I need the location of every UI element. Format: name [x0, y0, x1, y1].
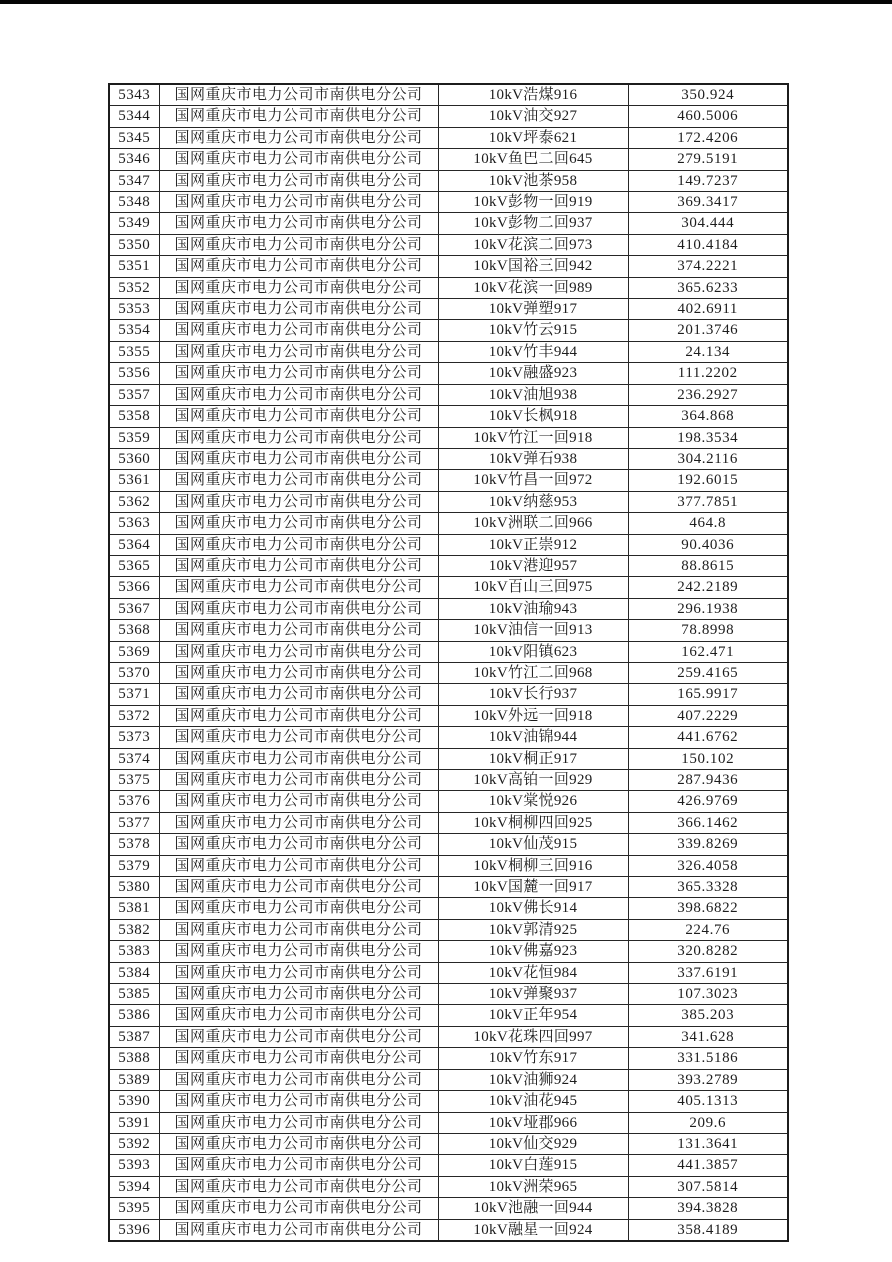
company-cell: 国网重庆市电力公司市南供电分公司 [159, 1026, 438, 1047]
row-id-cell: 5352 [109, 277, 159, 298]
company-cell: 国网重庆市电力公司市南供电分公司 [159, 1155, 438, 1176]
feeder-cell: 10kV融盛923 [438, 363, 628, 384]
feeder-cell: 10kV弹塑917 [438, 299, 628, 320]
row-id-cell: 5353 [109, 299, 159, 320]
row-id-cell: 5392 [109, 1133, 159, 1154]
company-cell: 国网重庆市电力公司市南供电分公司 [159, 1048, 438, 1069]
value-cell: 377.7851 [628, 491, 788, 512]
table-row [109, 834, 788, 855]
value-cell: 337.6191 [628, 962, 788, 983]
value-cell: 326.4058 [628, 855, 788, 876]
feeder-cell: 10kV港迎957 [438, 555, 628, 576]
feeder-cell: 10kV竹昌一回972 [438, 470, 628, 491]
row-id-cell: 5351 [109, 256, 159, 277]
row-id-cell: 5390 [109, 1091, 159, 1112]
row-id-cell: 5358 [109, 406, 159, 427]
row-id-cell: 5363 [109, 513, 159, 534]
table-row [109, 555, 788, 576]
company-cell: 国网重庆市电力公司市南供电分公司 [159, 877, 438, 898]
value-cell: 150.102 [628, 748, 788, 769]
value-cell: 296.1938 [628, 598, 788, 619]
value-cell: 279.5191 [628, 149, 788, 170]
value-cell: 236.2927 [628, 384, 788, 405]
company-cell: 国网重庆市电力公司市南供电分公司 [159, 363, 438, 384]
row-id-cell: 5373 [109, 727, 159, 748]
feeder-cell: 10kV洲联二回966 [438, 513, 628, 534]
company-cell: 国网重庆市电力公司市南供电分公司 [159, 1176, 438, 1197]
table-row [109, 470, 788, 491]
value-cell: 350.924 [628, 84, 788, 106]
row-id-cell: 5349 [109, 213, 159, 234]
value-cell: 192.6015 [628, 470, 788, 491]
value-cell: 464.8 [628, 513, 788, 534]
value-cell: 341.628 [628, 1026, 788, 1047]
company-cell: 国网重庆市电力公司市南供电分公司 [159, 299, 438, 320]
value-cell: 242.2189 [628, 577, 788, 598]
feeder-cell: 10kV竹云915 [438, 320, 628, 341]
row-id-cell: 5348 [109, 192, 159, 213]
value-cell: 320.8282 [628, 941, 788, 962]
company-cell: 国网重庆市电力公司市南供电分公司 [159, 598, 438, 619]
table-row [109, 1155, 788, 1176]
table-body [109, 84, 788, 1241]
row-id-cell: 5355 [109, 341, 159, 362]
table-row [109, 341, 788, 362]
page-top-edge-bar [0, 0, 892, 4]
company-cell: 国网重庆市电力公司市南供电分公司 [159, 577, 438, 598]
value-cell: 90.4036 [628, 534, 788, 555]
company-cell: 国网重庆市电力公司市南供电分公司 [159, 234, 438, 255]
feeder-table-container [108, 83, 787, 1242]
row-id-cell: 5370 [109, 662, 159, 683]
company-cell: 国网重庆市电力公司市南供电分公司 [159, 834, 438, 855]
company-cell: 国网重庆市电力公司市南供电分公司 [159, 170, 438, 191]
row-id-cell: 5387 [109, 1026, 159, 1047]
company-cell: 国网重庆市电力公司市南供电分公司 [159, 513, 438, 534]
feeder-cell: 10kV鱼巴二回645 [438, 149, 628, 170]
feeder-cell: 10kV棠悦926 [438, 791, 628, 812]
power-feeder-table [108, 83, 789, 1242]
row-id-cell: 5346 [109, 149, 159, 170]
company-cell: 国网重庆市电力公司市南供电分公司 [159, 684, 438, 705]
value-cell: 365.3328 [628, 877, 788, 898]
value-cell: 369.3417 [628, 192, 788, 213]
feeder-cell: 10kV纳慈953 [438, 491, 628, 512]
company-cell: 国网重庆市电力公司市南供电分公司 [159, 491, 438, 512]
table-row [109, 1219, 788, 1241]
row-id-cell: 5356 [109, 363, 159, 384]
value-cell: 364.868 [628, 406, 788, 427]
table-row [109, 320, 788, 341]
row-id-cell: 5381 [109, 898, 159, 919]
company-cell: 国网重庆市电力公司市南供电分公司 [159, 84, 438, 106]
value-cell: 149.7237 [628, 170, 788, 191]
value-cell: 209.6 [628, 1112, 788, 1133]
value-cell: 307.5814 [628, 1176, 788, 1197]
company-cell: 国网重庆市电力公司市南供电分公司 [159, 127, 438, 148]
feeder-cell: 10kV花滨二回973 [438, 234, 628, 255]
feeder-cell: 10kV花滨一回989 [438, 277, 628, 298]
table-row [109, 491, 788, 512]
table-row [109, 534, 788, 555]
row-id-cell: 5389 [109, 1069, 159, 1090]
feeder-cell: 10kV油花945 [438, 1091, 628, 1112]
table-row [109, 855, 788, 876]
company-cell: 国网重庆市电力公司市南供电分公司 [159, 1069, 438, 1090]
feeder-cell: 10kV竹丰944 [438, 341, 628, 362]
row-id-cell: 5386 [109, 1005, 159, 1026]
value-cell: 331.5186 [628, 1048, 788, 1069]
table-row [109, 406, 788, 427]
row-id-cell: 5371 [109, 684, 159, 705]
table-row [109, 748, 788, 769]
table-row [109, 513, 788, 534]
row-id-cell: 5396 [109, 1219, 159, 1241]
table-row [109, 1005, 788, 1026]
value-cell: 165.9917 [628, 684, 788, 705]
company-cell: 国网重庆市电力公司市南供电分公司 [159, 534, 438, 555]
row-id-cell: 5379 [109, 855, 159, 876]
value-cell: 107.3023 [628, 984, 788, 1005]
value-cell: 358.4189 [628, 1219, 788, 1241]
row-id-cell: 5394 [109, 1176, 159, 1197]
row-id-cell: 5345 [109, 127, 159, 148]
feeder-cell: 10kV竹东917 [438, 1048, 628, 1069]
company-cell: 国网重庆市电力公司市南供电分公司 [159, 106, 438, 127]
row-id-cell: 5361 [109, 470, 159, 491]
table-row [109, 984, 788, 1005]
row-id-cell: 5380 [109, 877, 159, 898]
value-cell: 304.444 [628, 213, 788, 234]
company-cell: 国网重庆市电力公司市南供电分公司 [159, 705, 438, 726]
row-id-cell: 5374 [109, 748, 159, 769]
row-id-cell: 5369 [109, 641, 159, 662]
row-id-cell: 5347 [109, 170, 159, 191]
table-row [109, 106, 788, 127]
feeder-cell: 10kV桐柳四回925 [438, 812, 628, 833]
feeder-cell: 10kV弹聚937 [438, 984, 628, 1005]
feeder-cell: 10kV油信一回913 [438, 620, 628, 641]
table-row [109, 727, 788, 748]
value-cell: 111.2202 [628, 363, 788, 384]
feeder-cell: 10kV佛长914 [438, 898, 628, 919]
company-cell: 国网重庆市电力公司市南供电分公司 [159, 962, 438, 983]
row-id-cell: 5354 [109, 320, 159, 341]
table-row [109, 812, 788, 833]
value-cell: 405.1313 [628, 1091, 788, 1112]
table-row [109, 898, 788, 919]
row-id-cell: 5385 [109, 984, 159, 1005]
company-cell: 国网重庆市电力公司市南供电分公司 [159, 341, 438, 362]
value-cell: 398.6822 [628, 898, 788, 919]
feeder-cell: 10kV外远一回918 [438, 705, 628, 726]
feeder-cell: 10kV桐柳三回916 [438, 855, 628, 876]
feeder-cell: 10kV郭清925 [438, 919, 628, 940]
value-cell: 259.4165 [628, 662, 788, 683]
company-cell: 国网重庆市电力公司市南供电分公司 [159, 748, 438, 769]
company-cell: 国网重庆市电力公司市南供电分公司 [159, 984, 438, 1005]
table-row [109, 1133, 788, 1154]
feeder-cell: 10kV浩煤916 [438, 84, 628, 106]
value-cell: 393.2789 [628, 1069, 788, 1090]
row-id-cell: 5382 [109, 919, 159, 940]
table-row [109, 962, 788, 983]
table-row [109, 791, 788, 812]
feeder-cell: 10kV油锦944 [438, 727, 628, 748]
row-id-cell: 5372 [109, 705, 159, 726]
table-row [109, 192, 788, 213]
company-cell: 国网重庆市电力公司市南供电分公司 [159, 192, 438, 213]
row-id-cell: 5343 [109, 84, 159, 106]
feeder-cell: 10kV长枫918 [438, 406, 628, 427]
row-id-cell: 5364 [109, 534, 159, 555]
table-row [109, 427, 788, 448]
row-id-cell: 5395 [109, 1198, 159, 1219]
table-row [109, 127, 788, 148]
table-row [109, 1112, 788, 1133]
table-row [109, 620, 788, 641]
table-row [109, 256, 788, 277]
row-id-cell: 5388 [109, 1048, 159, 1069]
company-cell: 国网重庆市电力公司市南供电分公司 [159, 898, 438, 919]
row-id-cell: 5359 [109, 427, 159, 448]
table-row [109, 384, 788, 405]
company-cell: 国网重庆市电力公司市南供电分公司 [159, 320, 438, 341]
row-id-cell: 5367 [109, 598, 159, 619]
value-cell: 172.4206 [628, 127, 788, 148]
table-row [109, 1026, 788, 1047]
value-cell: 374.2221 [628, 256, 788, 277]
feeder-cell: 10kV坪泰621 [438, 127, 628, 148]
company-cell: 国网重庆市电力公司市南供电分公司 [159, 149, 438, 170]
row-id-cell: 5383 [109, 941, 159, 962]
company-cell: 国网重庆市电力公司市南供电分公司 [159, 448, 438, 469]
value-cell: 131.3641 [628, 1133, 788, 1154]
table-row [109, 277, 788, 298]
table-row [109, 234, 788, 255]
table-row [109, 1069, 788, 1090]
row-id-cell: 5360 [109, 448, 159, 469]
feeder-cell: 10kV仙茂915 [438, 834, 628, 855]
company-cell: 国网重庆市电力公司市南供电分公司 [159, 770, 438, 791]
feeder-cell: 10kV彭物一回919 [438, 192, 628, 213]
company-cell: 国网重庆市电力公司市南供电分公司 [159, 1112, 438, 1133]
row-id-cell: 5376 [109, 791, 159, 812]
row-id-cell: 5357 [109, 384, 159, 405]
company-cell: 国网重庆市电力公司市南供电分公司 [159, 919, 438, 940]
company-cell: 国网重庆市电力公司市南供电分公司 [159, 1091, 438, 1112]
feeder-cell: 10kV油瑜943 [438, 598, 628, 619]
table-row [109, 877, 788, 898]
feeder-cell: 10kV国裕三回942 [438, 256, 628, 277]
value-cell: 407.2229 [628, 705, 788, 726]
company-cell: 国网重庆市电力公司市南供电分公司 [159, 1133, 438, 1154]
feeder-cell: 10kV桐正917 [438, 748, 628, 769]
table-row [109, 1198, 788, 1219]
feeder-cell: 10kV高铂一回929 [438, 770, 628, 791]
table-row [109, 705, 788, 726]
company-cell: 国网重庆市电力公司市南供电分公司 [159, 427, 438, 448]
value-cell: 460.5006 [628, 106, 788, 127]
feeder-cell: 10kV花珠四回997 [438, 1026, 628, 1047]
table-row [109, 363, 788, 384]
feeder-cell: 10kV池茶958 [438, 170, 628, 191]
company-cell: 国网重庆市电力公司市南供电分公司 [159, 855, 438, 876]
value-cell: 426.9769 [628, 791, 788, 812]
feeder-cell: 10kV佛嘉923 [438, 941, 628, 962]
table-row [109, 213, 788, 234]
feeder-cell: 10kV竹江一回918 [438, 427, 628, 448]
table-row [109, 1048, 788, 1069]
company-cell: 国网重庆市电力公司市南供电分公司 [159, 791, 438, 812]
table-row [109, 684, 788, 705]
table-row [109, 170, 788, 191]
company-cell: 国网重庆市电力公司市南供电分公司 [159, 1005, 438, 1026]
row-id-cell: 5365 [109, 555, 159, 576]
company-cell: 国网重庆市电力公司市南供电分公司 [159, 1219, 438, 1241]
row-id-cell: 5377 [109, 812, 159, 833]
feeder-cell: 10kV花恒984 [438, 962, 628, 983]
company-cell: 国网重庆市电力公司市南供电分公司 [159, 256, 438, 277]
company-cell: 国网重庆市电力公司市南供电分公司 [159, 641, 438, 662]
feeder-cell: 10kV正年954 [438, 1005, 628, 1026]
table-row [109, 299, 788, 320]
feeder-cell: 10kV阳镇623 [438, 641, 628, 662]
table-row [109, 641, 788, 662]
row-id-cell: 5368 [109, 620, 159, 641]
feeder-cell: 10kV垭郡966 [438, 1112, 628, 1133]
table-row [109, 149, 788, 170]
feeder-cell: 10kV彭物二回937 [438, 213, 628, 234]
row-id-cell: 5375 [109, 770, 159, 791]
feeder-cell: 10kV竹江二回968 [438, 662, 628, 683]
value-cell: 88.8615 [628, 555, 788, 576]
company-cell: 国网重庆市电力公司市南供电分公司 [159, 277, 438, 298]
company-cell: 国网重庆市电力公司市南供电分公司 [159, 727, 438, 748]
value-cell: 201.3746 [628, 320, 788, 341]
feeder-cell: 10kV油旭938 [438, 384, 628, 405]
value-cell: 394.3828 [628, 1198, 788, 1219]
company-cell: 国网重庆市电力公司市南供电分公司 [159, 406, 438, 427]
table-row [109, 577, 788, 598]
value-cell: 441.6762 [628, 727, 788, 748]
feeder-cell: 10kV洲荣965 [438, 1176, 628, 1197]
company-cell: 国网重庆市电力公司市南供电分公司 [159, 1198, 438, 1219]
company-cell: 国网重庆市电力公司市南供电分公司 [159, 470, 438, 491]
value-cell: 365.6233 [628, 277, 788, 298]
table-row [109, 662, 788, 683]
feeder-cell: 10kV白莲915 [438, 1155, 628, 1176]
table-row [109, 448, 788, 469]
value-cell: 198.3534 [628, 427, 788, 448]
feeder-cell: 10kV油交927 [438, 106, 628, 127]
company-cell: 国网重庆市电力公司市南供电分公司 [159, 213, 438, 234]
company-cell: 国网重庆市电力公司市南供电分公司 [159, 812, 438, 833]
row-id-cell: 5393 [109, 1155, 159, 1176]
value-cell: 366.1462 [628, 812, 788, 833]
value-cell: 402.6911 [628, 299, 788, 320]
row-id-cell: 5362 [109, 491, 159, 512]
company-cell: 国网重庆市电力公司市南供电分公司 [159, 384, 438, 405]
row-id-cell: 5378 [109, 834, 159, 855]
company-cell: 国网重庆市电力公司市南供电分公司 [159, 662, 438, 683]
row-id-cell: 5366 [109, 577, 159, 598]
feeder-cell: 10kV融星一回924 [438, 1219, 628, 1241]
feeder-cell: 10kV油狮924 [438, 1069, 628, 1090]
table-row [109, 1091, 788, 1112]
value-cell: 224.76 [628, 919, 788, 940]
feeder-cell: 10kV弹石938 [438, 448, 628, 469]
value-cell: 304.2116 [628, 448, 788, 469]
row-id-cell: 5344 [109, 106, 159, 127]
row-id-cell: 5391 [109, 1112, 159, 1133]
row-id-cell: 5350 [109, 234, 159, 255]
feeder-cell: 10kV池融一回944 [438, 1198, 628, 1219]
feeder-cell: 10kV长行937 [438, 684, 628, 705]
feeder-cell: 10kV国麓一回917 [438, 877, 628, 898]
table-row [109, 770, 788, 791]
value-cell: 78.8998 [628, 620, 788, 641]
value-cell: 287.9436 [628, 770, 788, 791]
value-cell: 162.471 [628, 641, 788, 662]
table-row [109, 941, 788, 962]
table-row [109, 919, 788, 940]
value-cell: 24.134 [628, 341, 788, 362]
row-id-cell: 5384 [109, 962, 159, 983]
feeder-cell: 10kV百山三回975 [438, 577, 628, 598]
company-cell: 国网重庆市电力公司市南供电分公司 [159, 941, 438, 962]
feeder-cell: 10kV仙交929 [438, 1133, 628, 1154]
table-row [109, 598, 788, 619]
feeder-cell: 10kV正崇912 [438, 534, 628, 555]
value-cell: 441.3857 [628, 1155, 788, 1176]
value-cell: 385.203 [628, 1005, 788, 1026]
table-row [109, 1176, 788, 1197]
table-row [109, 84, 788, 106]
company-cell: 国网重庆市电力公司市南供电分公司 [159, 620, 438, 641]
company-cell: 国网重庆市电力公司市南供电分公司 [159, 555, 438, 576]
value-cell: 339.8269 [628, 834, 788, 855]
value-cell: 410.4184 [628, 234, 788, 255]
